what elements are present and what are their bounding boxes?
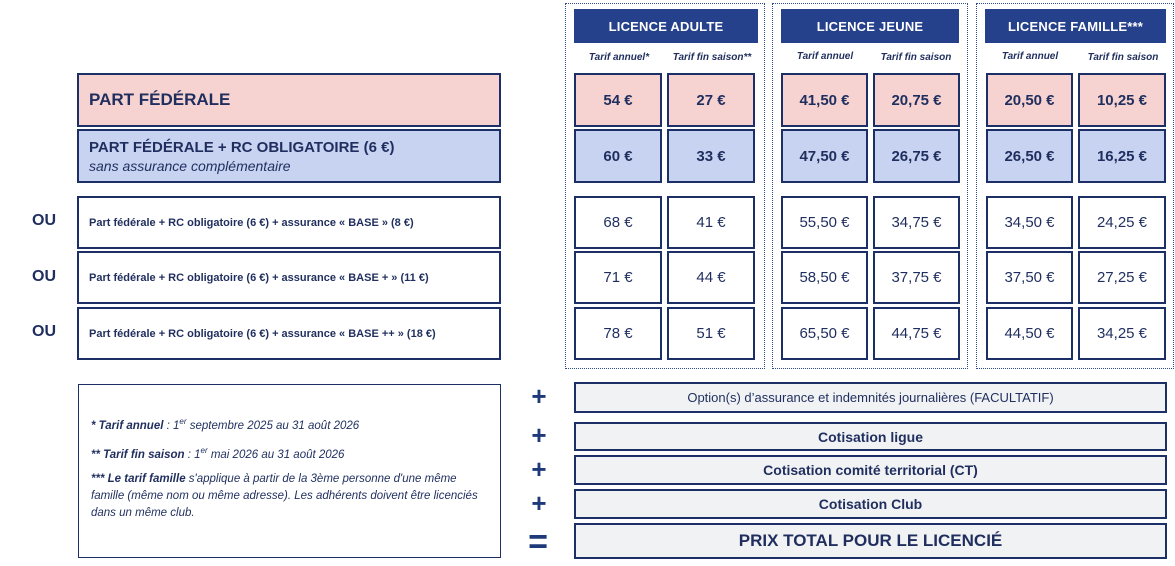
adulte-tarif-fin-saison-label: Tarif fin saison** [672, 52, 752, 63]
note-text: s'applique à partir de la 3ème personne d'une même famille (même nom ou même adresse). Les adhérents doivent être licenciés dans un même club. [91, 472, 478, 519]
price-cell: 51 € [667, 307, 755, 360]
plus-icon: + [531, 381, 547, 411]
price-cell: 26,75 € [873, 129, 960, 183]
cotisation-ct-box: Cotisation comité territorial (CT) [574, 455, 1167, 485]
note-text: : 1 [163, 419, 180, 432]
note-text: mai 2026 au 31 août 2026 [207, 448, 345, 461]
price-cell: 47,50 € [781, 129, 868, 183]
price-cell: 34,75 € [873, 196, 960, 249]
row-label: Part fédérale + RC obligatoire (6 €) + assurance « BASE + » (11 €) [89, 271, 429, 284]
equals-icon: = [528, 523, 548, 561]
plus-icon: + [531, 488, 547, 518]
ou-label: OU [32, 323, 56, 340]
price-cell: 65,50 € [781, 307, 868, 360]
plus-icon: + [531, 454, 547, 484]
price-cell: 37,50 € [986, 251, 1073, 304]
note-tarif-annuel [91, 413, 488, 435]
licence-adulte-header: LICENCE ADULTE [574, 9, 758, 43]
price-cell: 44,75 € [873, 307, 960, 360]
row-label: Part fédérale + RC obligatoire (6 €) + assurance « BASE ++ » (18 €) [89, 327, 436, 340]
cotisation-ligue-box: Cotisation ligue [574, 422, 1167, 451]
row-label: PART FÉDÉRALE [89, 90, 231, 109]
plus-icon: + [531, 420, 547, 450]
price-cell: 26,50 € [986, 129, 1073, 183]
jeune-tarif-fin-saison-label: Tarif fin saison [880, 52, 952, 63]
notes-box [78, 384, 501, 558]
assurance-base-plus-plus-row [77, 307, 501, 360]
price-cell: 27 € [667, 73, 755, 127]
row-sublabel: sans assurance complémentaire [89, 157, 291, 174]
price-cell: 16,25 € [1078, 129, 1166, 183]
licence-jeune-header: LICENCE JEUNE [781, 9, 959, 43]
price-cell: 27,25 € [1078, 251, 1166, 304]
price-cell: 20,75 € [873, 73, 960, 127]
note-text: : 1 [184, 448, 201, 461]
adulte-tarif-annuel-label: Tarif annuel* [588, 52, 650, 63]
row-label: Part fédérale + RC obligatoire (6 €) + assurance « BASE » (8 €) [89, 216, 414, 229]
assurance-base-plus-row [77, 251, 501, 304]
famille-tarif-annuel-label: Tarif annuel [1001, 51, 1059, 62]
price-cell: 34,50 € [986, 196, 1073, 249]
price-cell: 58,50 € [781, 251, 868, 304]
price-cell: 55,50 € [781, 196, 868, 249]
assurance-base-row [77, 196, 501, 249]
part-federale-row [77, 73, 501, 127]
ou-label: OU [32, 212, 56, 229]
note-label: * Tarif annuel [91, 419, 164, 432]
price-cell: 68 € [574, 196, 662, 249]
note-text: septembre 2025 au 31 août 2026 [186, 419, 360, 432]
price-cell: 54 € [574, 73, 662, 127]
price-cell: 60 € [574, 129, 662, 183]
prix-total-box: PRIX TOTAL POUR LE LICENCIÉ [574, 523, 1167, 559]
row-label: PART FÉDÉRALE + RC OBLIGATOIRE (6 €) [89, 138, 395, 156]
price-cell: 20,50 € [986, 73, 1073, 127]
price-cell: 33 € [667, 129, 755, 183]
note-label: *** Le tarif famille [91, 472, 186, 485]
note-sup: er [179, 417, 187, 426]
price-cell: 78 € [574, 307, 662, 360]
ou-label: OU [32, 268, 56, 285]
price-cell: 10,25 € [1078, 73, 1166, 127]
price-cell: 44,50 € [986, 307, 1073, 360]
price-cell: 71 € [574, 251, 662, 304]
options-assurance-box: Option(s) d’assurance et indemnités journalières (FACULTATIF) [574, 382, 1167, 413]
note-tarif-famille [91, 471, 488, 522]
famille-tarif-fin-saison-label: Tarif fin saison [1087, 52, 1159, 63]
price-cell: 24,25 € [1078, 196, 1166, 249]
price-cell: 37,75 € [873, 251, 960, 304]
jeune-tarif-annuel-label: Tarif annuel [796, 51, 854, 62]
note-label: ** Tarif fin saison [91, 448, 185, 461]
price-cell: 41,50 € [781, 73, 868, 127]
price-cell: 41 € [667, 196, 755, 249]
cotisation-club-box: Cotisation Club [574, 489, 1167, 519]
note-tarif-fin-saison [91, 442, 488, 464]
price-cell: 44 € [667, 251, 755, 304]
licence-famille-header: LICENCE FAMILLE*** [985, 9, 1166, 43]
part-federale-rc-row [77, 129, 501, 183]
price-cell: 34,25 € [1078, 307, 1166, 360]
note-sup: er [200, 445, 208, 455]
